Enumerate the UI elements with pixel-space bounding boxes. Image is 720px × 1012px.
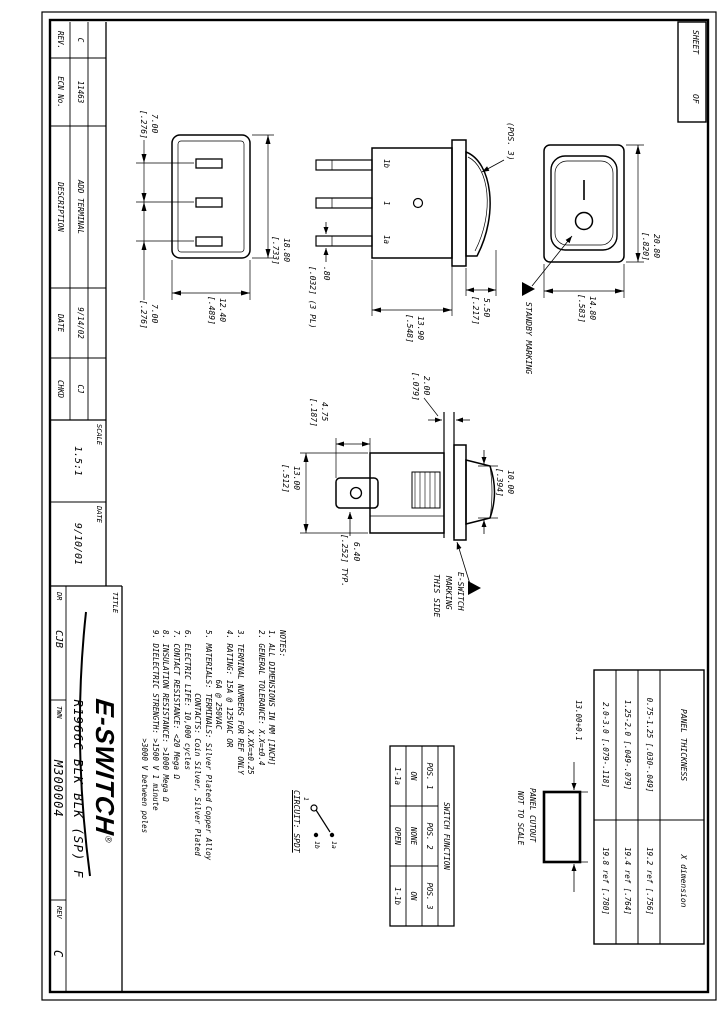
ecn-header: ECN No. <box>56 76 65 108</box>
rev-value: C <box>76 37 85 43</box>
view-bottom-lines <box>136 135 274 300</box>
circuit-caption: CIRCUIT: SPDT <box>292 790 301 853</box>
note-line: 7. CONTACT RESISTANCE: <20 Mega Ω <box>172 630 182 780</box>
drawing-title: R1966C BLK BLK (SP) F <box>71 699 86 879</box>
dim-2080-in: [.820] <box>641 232 650 261</box>
panel-table-col2-header: X dimension <box>679 854 688 908</box>
title-label: TITLE <box>111 592 119 614</box>
dim-1000: 10.00 <box>506 470 515 495</box>
function-cell: OPEN <box>393 826 402 846</box>
circuit-symbol <box>311 805 334 837</box>
sheet-label: SHEET <box>691 30 700 55</box>
dim-2080: 20.80 <box>652 234 661 259</box>
circuit-1a-label: 1a <box>330 841 338 849</box>
date-value: 9/10/01 <box>72 522 83 566</box>
function-cell: POS. 1 <box>425 762 434 790</box>
dim-1240: 12.40 <box>218 298 227 323</box>
rev-label: REV <box>55 906 63 919</box>
note-line: NOTES: <box>278 630 287 658</box>
dim-1300: 13.00 <box>292 466 301 491</box>
function-cell: 1-1a <box>393 766 402 786</box>
cutout-caption-1: PANEL CUTOUT <box>528 788 537 843</box>
dim-1000-in: [.394] <box>495 468 504 497</box>
cutout-dim: 13.00+0.1 <box>574 700 583 741</box>
chkd-header: CHKD <box>56 379 65 399</box>
note-line: 5. MATERIALS: TERMINALS: Silver Plated Copper Alloy <box>203 630 213 861</box>
dim-1880-in: [.733] <box>271 236 280 265</box>
description-value: ADD TERMINAL <box>76 179 85 235</box>
note-line: 6A @ 250VAC <box>214 630 224 730</box>
function-cell: ON <box>409 771 418 781</box>
panel-table-col1-header: PANEL THICKNESS <box>679 708 688 782</box>
panel-table-cell: 19.8 ref [.780] <box>601 847 610 915</box>
dim-700b: 7.00 <box>150 304 159 324</box>
panel-table-cell: 2.0-3.0 [.079-.118] <box>601 702 610 788</box>
rev-date-header: DATE <box>56 313 65 333</box>
dim-1480-in: [.583] <box>577 294 586 323</box>
panel-table-cell: 19.2 ref [.756] <box>645 847 654 915</box>
function-table-title: SWITCH FUNCTION <box>442 802 451 870</box>
note-line: CONTACTS: Coin Silver, Silver Plated <box>193 630 203 856</box>
dim-550: 5.50 <box>482 298 491 318</box>
dim-700a: 7.00 <box>150 114 159 134</box>
function-cell: 1-1b <box>393 886 402 906</box>
terminal-1b-label: 1b <box>382 159 391 169</box>
dim-700a-in: [.276] <box>139 110 148 139</box>
circuit-1b-label: 1b <box>313 841 321 849</box>
ecn-value: 11463 <box>76 80 85 104</box>
standby-marking-label: STANDBY MARKING <box>524 302 533 375</box>
description-header: DESCRIPTION <box>56 182 65 232</box>
note-line: 3. TERMINAL NUMBERS FOR REF ONLY <box>235 630 245 775</box>
eswitch-marking-2: MARKING <box>444 576 453 610</box>
note-line: 1. ALL DIMENSIONS IN MM [INCH] <box>267 630 277 766</box>
dim-1390-in: [.548] <box>405 314 414 343</box>
rev-date-value: 9/14/02 <box>76 307 85 339</box>
dim-80-in: [.032] (3 PL) <box>308 266 317 329</box>
dim-475-in: [.187] <box>309 398 318 427</box>
function-cell: NONE <box>409 826 418 846</box>
panel-table-cell: 19.4 ref [.764] <box>623 847 632 915</box>
eswitch-marking-1: E-SWITCH <box>456 572 465 611</box>
dim-1300-in: [.512] <box>281 464 290 493</box>
circuit-1-label: 1 <box>302 797 310 801</box>
sheet-of-label: OF <box>691 94 700 104</box>
note-line: 2. GENERAL TOLERANCE: X.X=±0.4 <box>256 630 266 766</box>
dim-1480: 14.80 <box>588 296 597 321</box>
dim-640-in: [.252] TYP. <box>340 534 349 587</box>
note-line: X.XX=±0.25 <box>246 630 256 775</box>
dim-200: 2.00 <box>422 376 431 396</box>
note-line: 4. RATING: 15A @ 125VAC OR <box>225 630 235 748</box>
rev-value-big: C <box>51 950 65 959</box>
view-top-lines <box>522 145 644 298</box>
terminal-1-label: 1 <box>382 201 391 206</box>
note-line: 6. ELECTRIC LIFE: 10,000 cycles <box>182 630 192 770</box>
rev-header: REV. <box>56 30 65 50</box>
dr-label: DR <box>55 592 63 601</box>
dim-1240-in: [.489] <box>207 296 216 325</box>
eswitch-logo <box>92 585 118 958</box>
dim-700b-in: [.276] <box>139 300 148 329</box>
note-line: 9. DIELECTRIC STRENGTH: >1500 V 1 minute <box>150 630 160 811</box>
cutout-caption-2: NOT TO SCALE <box>516 791 525 846</box>
date-label: DATE <box>95 506 103 523</box>
dim-640: 6.40 <box>352 542 361 562</box>
panel-table-cell: 1.25-2.0 [.049-.079] <box>623 699 632 791</box>
dim-1880: 18.80 <box>282 238 291 263</box>
panel-cutout-lines <box>544 762 588 892</box>
view-section-lines <box>300 398 498 595</box>
pos3-label: (POS. 3) <box>506 122 515 161</box>
twn-label: TWN <box>55 706 63 719</box>
panel-table-cell: 0.75-1.25 [.030-.049] <box>645 697 654 793</box>
terminal-1a-label: 1a <box>382 235 391 245</box>
dr-value: CJB <box>53 630 64 649</box>
dim-475: 4.75 <box>320 402 329 422</box>
note-line: 8. INSULATION RESISTANCE: >1000 Mega Ω <box>161 630 171 802</box>
view-side-lines <box>316 140 504 316</box>
dim-550-in: [.217] <box>471 296 480 325</box>
eswitch-marking-3: THIS SIDE <box>432 574 441 618</box>
dwg-number: M300004 <box>51 760 65 818</box>
eswitch-logo-text: E-SWITCH <box>90 697 120 838</box>
registered-mark: ® <box>103 835 114 845</box>
function-cell: POS. 2 <box>425 822 434 850</box>
dim-200-in: [.079] <box>411 372 420 401</box>
dim-1390: 13.90 <box>416 316 425 341</box>
dim-80: .80 <box>322 266 331 281</box>
note-line: >3000 V between poles <box>140 630 150 834</box>
scale-value: 1.5:1 <box>72 445 83 477</box>
notes-block <box>138 630 286 860</box>
scale-label: SCALE <box>95 424 103 446</box>
chkd-value: CJ <box>76 384 85 394</box>
function-cell: POS. 3 <box>425 882 434 910</box>
function-cell: ON <box>409 891 418 901</box>
